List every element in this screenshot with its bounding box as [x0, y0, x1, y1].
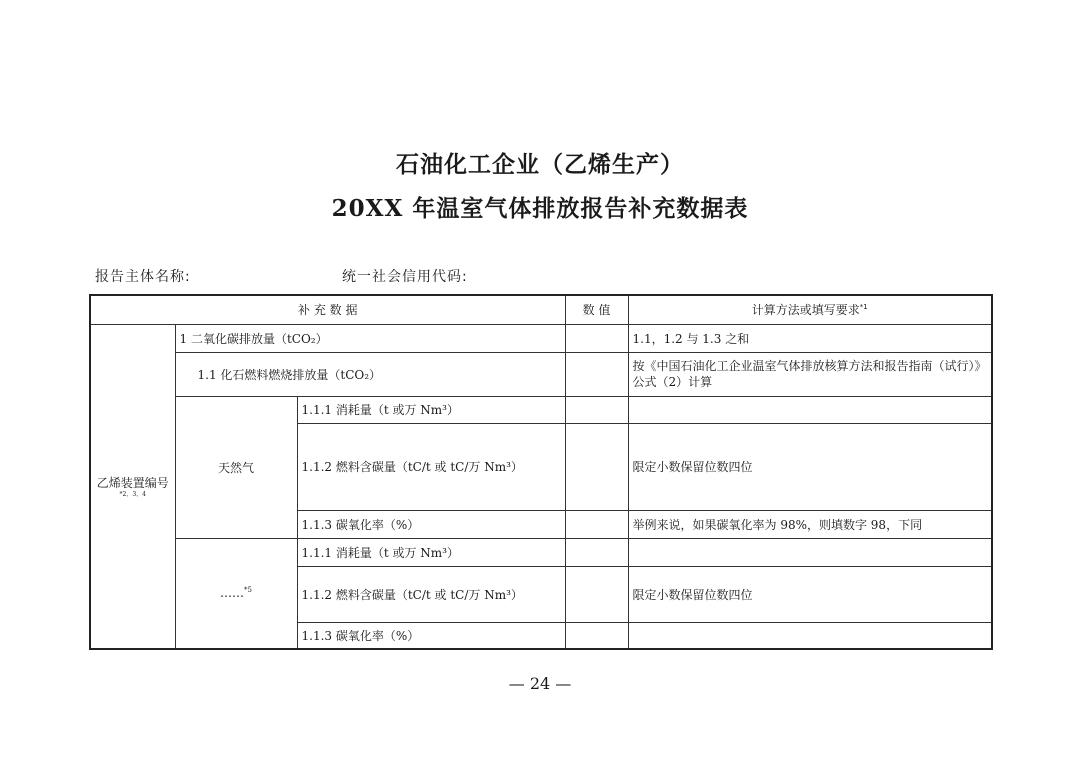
table-row: [90, 324, 992, 352]
fuel-gas-cell: 天然气: [175, 396, 297, 538]
other-oxidation-value[interactable]: [565, 622, 628, 649]
other-carbon-content-method: 限定小数保留位数四位: [628, 566, 992, 622]
row-co2-label: 1 二氧化碳排放量（tCO₂）: [175, 324, 565, 352]
table-row: [90, 396, 992, 423]
other-consumption-label: 1.1.1 消耗量（t 或万 Nm³）: [297, 538, 565, 566]
header-method-note: *1: [859, 303, 868, 312]
other-consumption-method: [628, 538, 992, 566]
other-oxidation-label: 1.1.3 碳氧化率（%）: [297, 622, 565, 649]
row-fossil-label: 1.1 化石燃料燃烧排放量（tCO₂）: [175, 352, 565, 396]
gas-carbon-content-method: 限定小数保留位数四位: [628, 423, 992, 510]
credit-code-label: 统一社会信用代码:: [342, 269, 468, 285]
gas-oxidation-method: 举例来说，如果碳氧化率为 98%，则填数字 98，下同: [628, 510, 992, 538]
other-carbon-content-value[interactable]: [565, 566, 628, 622]
header-value: 数 值: [565, 295, 628, 324]
row-co2-method: 1.1，1.2 与 1.3 之和: [628, 324, 992, 352]
entity-name-label: 报告主体名称:: [95, 269, 191, 285]
gas-consumption-value[interactable]: [565, 396, 628, 423]
gas-carbon-content-label: 1.1.2 燃料含碳量（tC/t 或 tC/万 Nm³）: [297, 423, 565, 510]
gas-consumption-label: 1.1.1 消耗量（t 或万 Nm³）: [297, 396, 565, 423]
table-row: [90, 352, 992, 396]
header-method: 计算方法或填写要求$^{*1}$: [628, 295, 992, 324]
device-id-cell: [90, 324, 175, 649]
header-supplement-data: 补 充 数 据: [90, 295, 565, 324]
other-consumption-value[interactable]: [565, 538, 628, 566]
other-oxidation-method: [628, 622, 992, 649]
device-id-note: *2、3、4: [119, 490, 146, 498]
row-fossil-method: 按《中国石油化工企业温室气体排放核算方法和报告指南（试行）》公式（2）计算: [628, 352, 992, 396]
gas-oxidation-label: 1.1.3 碳氧化率（%）: [297, 510, 565, 538]
row-fossil-value[interactable]: [565, 352, 628, 396]
other-carbon-content-label: 1.1.2 燃料含碳量（tC/t 或 tC/万 Nm³）: [297, 566, 565, 622]
gas-consumption-method: [628, 396, 992, 423]
gas-carbon-content-value[interactable]: [565, 423, 628, 510]
table-header-row: [90, 295, 992, 324]
page-title-line2: 20XX 年温室气体排放报告补充数据表: [331, 195, 749, 222]
device-id-label: 乙烯装置编号: [96, 475, 169, 490]
page-number: — 24 —: [508, 674, 572, 693]
page-title-line1: 石油化工企业（乙烯生产）: [396, 151, 684, 178]
fuel-other-note: *5: [244, 586, 252, 595]
supplement-data-table: [89, 294, 993, 650]
fuel-other-cell: ……$^{*5}$: [175, 538, 297, 649]
row-co2-value[interactable]: [565, 324, 628, 352]
gas-oxidation-value[interactable]: [565, 510, 628, 538]
table-row: [90, 538, 992, 566]
